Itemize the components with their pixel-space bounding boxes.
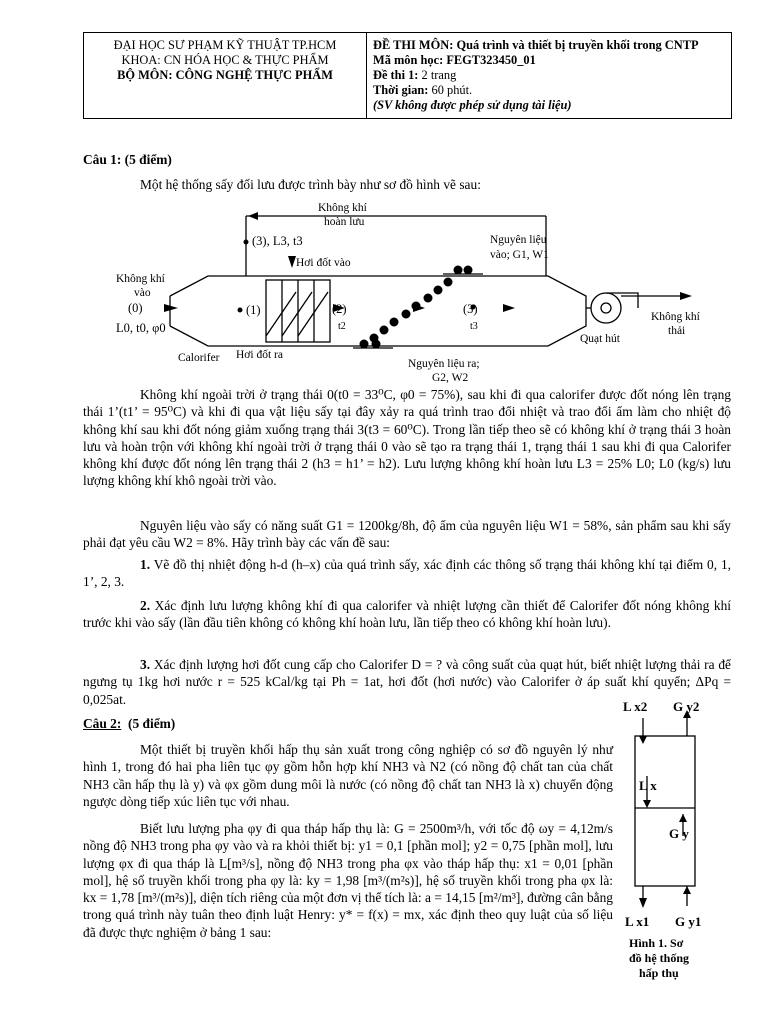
exam-title-line [373,38,725,53]
air-in-arrow [164,304,178,312]
university-cell [84,33,367,119]
feed-in-label-2: vào; G1, W1 [490,249,549,261]
figure-caption-3: hấp thụ [639,966,679,980]
exam-time-line [373,83,725,98]
q2-points: (5 điểm) [128,716,176,731]
q1-item-1-text: Vẽ đồ thị nhiệt động h-d (h–x) của quá trình sấy, xác định các thông số trạng thái không khí tại điểm 0, 1, 1’, 2, 3. [83,557,731,590]
feed-out-label-2: G2, W2 [432,372,469,384]
state1-label: (1) [246,303,261,317]
state0-label: (0) [128,301,143,315]
q2-title-label: Câu 2: [83,716,122,731]
state3b-label: (3) [463,302,478,316]
q2-title [83,716,175,732]
fan [591,293,621,323]
exam-info-cell [367,33,732,119]
q2-paragraph-2: Biết lưu lượng pha φy đi qua tháp hấp thụ là: G = 2500m³/h, với tốc độ ωy = 4,12m/s nồng độ NH3 trong pha φy vào và ra khỏi thiết bị: y1 = 0,1 [phần mol]; y2 = 0,75 [phần mol], lưu lượng φx đi qua tháp là L[m³/s], nồng độ NH3 trong pha φx vào tháp hấp thụ: x1 = 0,01 [phần mol], hệ số truyền khối trong pha φy là: ky = 1,98 [m³/(m²s)], hệ số truyền khối trong pha φx là: kx = 1,78 [m³/(m²s)], diện tích riêng của một đơn vị thể tích là: a = 14,15 [m²/m³], đường cân bằng trong quá trình này tuân theo định luật Henry: y* = f(x) = mx, xác định theo quy luật của số liệu đã được thực nghiệm ở bảng 1 sau: [83,821,613,940]
steam-out-label: Hơi đốt ra [236,349,283,361]
tower-lx1-label: L x1 [625,914,650,929]
air-in-label-2: vào [134,287,151,299]
q1-item-2-text: Xác định lưu lượng không khí đi qua calorifer và nhiệt lượng cần thiết để Calorifer đốt nóng không khí trước khi vào sấy (lần đầu tiên không có không khí hoàn lưu, lần tiếp theo có không khí hoàn lưu). [83,598,731,631]
tower-gy-label: G y [669,826,689,841]
state0-params: L0, t0, φ0 [116,321,166,335]
liquid-in-arrow [639,736,647,744]
exam-pages-label: Đề thi 1: [373,68,419,82]
q1-item-3-number: 3. [140,657,151,672]
feed-out-label-1: Nguyên liệu ra; [408,358,480,370]
exam-time-label: Thời gian: [373,83,429,97]
tower-body [635,736,695,886]
tower-gy2-label: G y2 [673,699,700,714]
q2-paragraph-1: Một thiết bị truyền khối hấp thụ sản xuất trong công nghiệp có sơ đồ nguyên lý như hình 1, trong đó hai pha liên tục φy gồm hỗn hợp khí NH3 và N2 (có nồng độ chất tan của chất NH3 cần hấp thụ là y) và φx gồm dung môi là nước (có nồng độ chất tan NH3 là x) chuyển động ngược dòng tiếp xúc liên tục với nhau. [83,742,613,809]
tower-gy1-label: G y1 [675,914,702,929]
exam-pages-line [373,68,725,83]
q1-item-2 [83,597,731,632]
q1-paragraph-1: Không khí ngoài trời ở trạng thái 0(t0 = 33⁰C, φ0 = 75%), sau khi đi qua calorifer được đốt nóng lên trạng thái 1’(t1’ = 95⁰C) và khi đi qua vật liệu sấy tại đây xảy ra quá trình trao đổi nhiệt và trao đổi ẩm làm cho nhiệt độ không khí sau khi đốt nóng giảm xuống trạng thái 3(t3 = 60⁰C). Trong lần tiếp theo sẽ có không khí ở trạng thái 3 hoàn lưu và hoàn trộn với không khí ngoài trời ở trạng thái 0 vào sẽ tạo ra trạng thái 1, trạng thái 1 sau khi đi qua Calorifer không khí được đốt nóng lên trạng thái 2 (h3 = h1’ = h2). Lưu lượng không khí hoàn lưu L3 = 25% L0; L0 (kg/s) lưu lượng không khí khô ngoài trời vào. [83,387,731,489]
recirc-label-1: Không khí [318,202,367,214]
q1-item-2-number: 2. [140,598,151,613]
faculty-name: KHOA: CN HÓA HỌC & THỰC PHẨM [121,53,329,67]
liquid-out-arrow [639,898,647,908]
recirc-arrow [248,212,258,220]
exhaust-arrow [680,292,692,300]
air-in-label-1: Không khí [116,273,165,285]
absorption-tower-figure [615,696,730,986]
q1-intro: Một hệ thống sấy đối lưu được trình bày như sơ đồ hình vẽ sau: [140,177,481,192]
figure-caption-2: đồ hệ thống [629,951,690,965]
exam-title-value: Quá trình và thiết bị truyền khối trong CNTP [456,38,699,52]
q1-title: Câu 1: (5 điểm) [83,152,172,167]
tower-lx2-label: L x2 [623,699,648,714]
dryer-diagram [108,196,728,386]
department-name: BỘ MÔN: CÔNG NGHỆ THỰC PHẨM [117,68,333,82]
calorifer-label: Calorifer [178,352,220,364]
state2-label: (2) [332,302,347,316]
dryer-body [170,276,586,346]
course-code-line [373,53,725,68]
q1-item-1-number: 1. [140,557,151,572]
t2-label: t2 [338,321,346,332]
recirc-label-2: hoàn lưu [324,216,365,228]
q1-item-1 [83,556,731,591]
fan-label: Quạt hút [580,333,620,345]
figure-caption-1: Hình 1. Sơ [629,936,684,950]
exhaust-label-2: thải [668,325,686,337]
university-name: ĐẠI HỌC SƯ PHẠM KỸ THUẬT TP.HCM [113,38,337,52]
exam-time-value: 60 phút. [431,83,473,97]
exam-title-label: ĐỀ THI MÔN: [373,38,454,52]
steam-in-label: Hơi đốt vào [296,257,351,269]
state3-label: (3), L3, t3 [252,234,303,248]
exam-note-line [373,98,725,113]
q1-item-3-text: Xác định lượng hơi đốt cung cấp cho Calorifer D = ? và công suất của quạt hút, biết nhiệt lượng thải ra để ngưng tụ 1kg hơi nước r = 525 kCal/kg tại Ph = 1at, hơi đốt (hơi nước) vào Calorifer ở áp suất khí quyển; ΔPq = 0,025at. [83,657,731,707]
exam-pages-value: 2 trang [421,68,457,82]
exhaust-label-1: Không khí [651,311,700,323]
course-code-value: FEGT323450_01 [446,53,536,67]
tower-lx-label: L x [639,778,657,793]
exam-note: (SV không được phép sử dụng tài liệu) [373,98,572,112]
course-code-label: Mã môn học: [373,53,444,67]
gas-in-arrow [683,886,691,894]
t3-label: t3 [470,321,478,332]
exam-header-table [83,32,732,119]
q1-paragraph-2: Nguyên liệu vào sấy có năng suất G1 = 1200kg/8h, độ ẩm của nguyên liệu W1 = 58%, sản phẩm sau khi sấy phải đạt yêu cầu W2 = 8%. Hãy trình bày các vấn đề sau: [83,518,731,551]
feed-in-label-1: Nguyên liệu [490,234,547,246]
